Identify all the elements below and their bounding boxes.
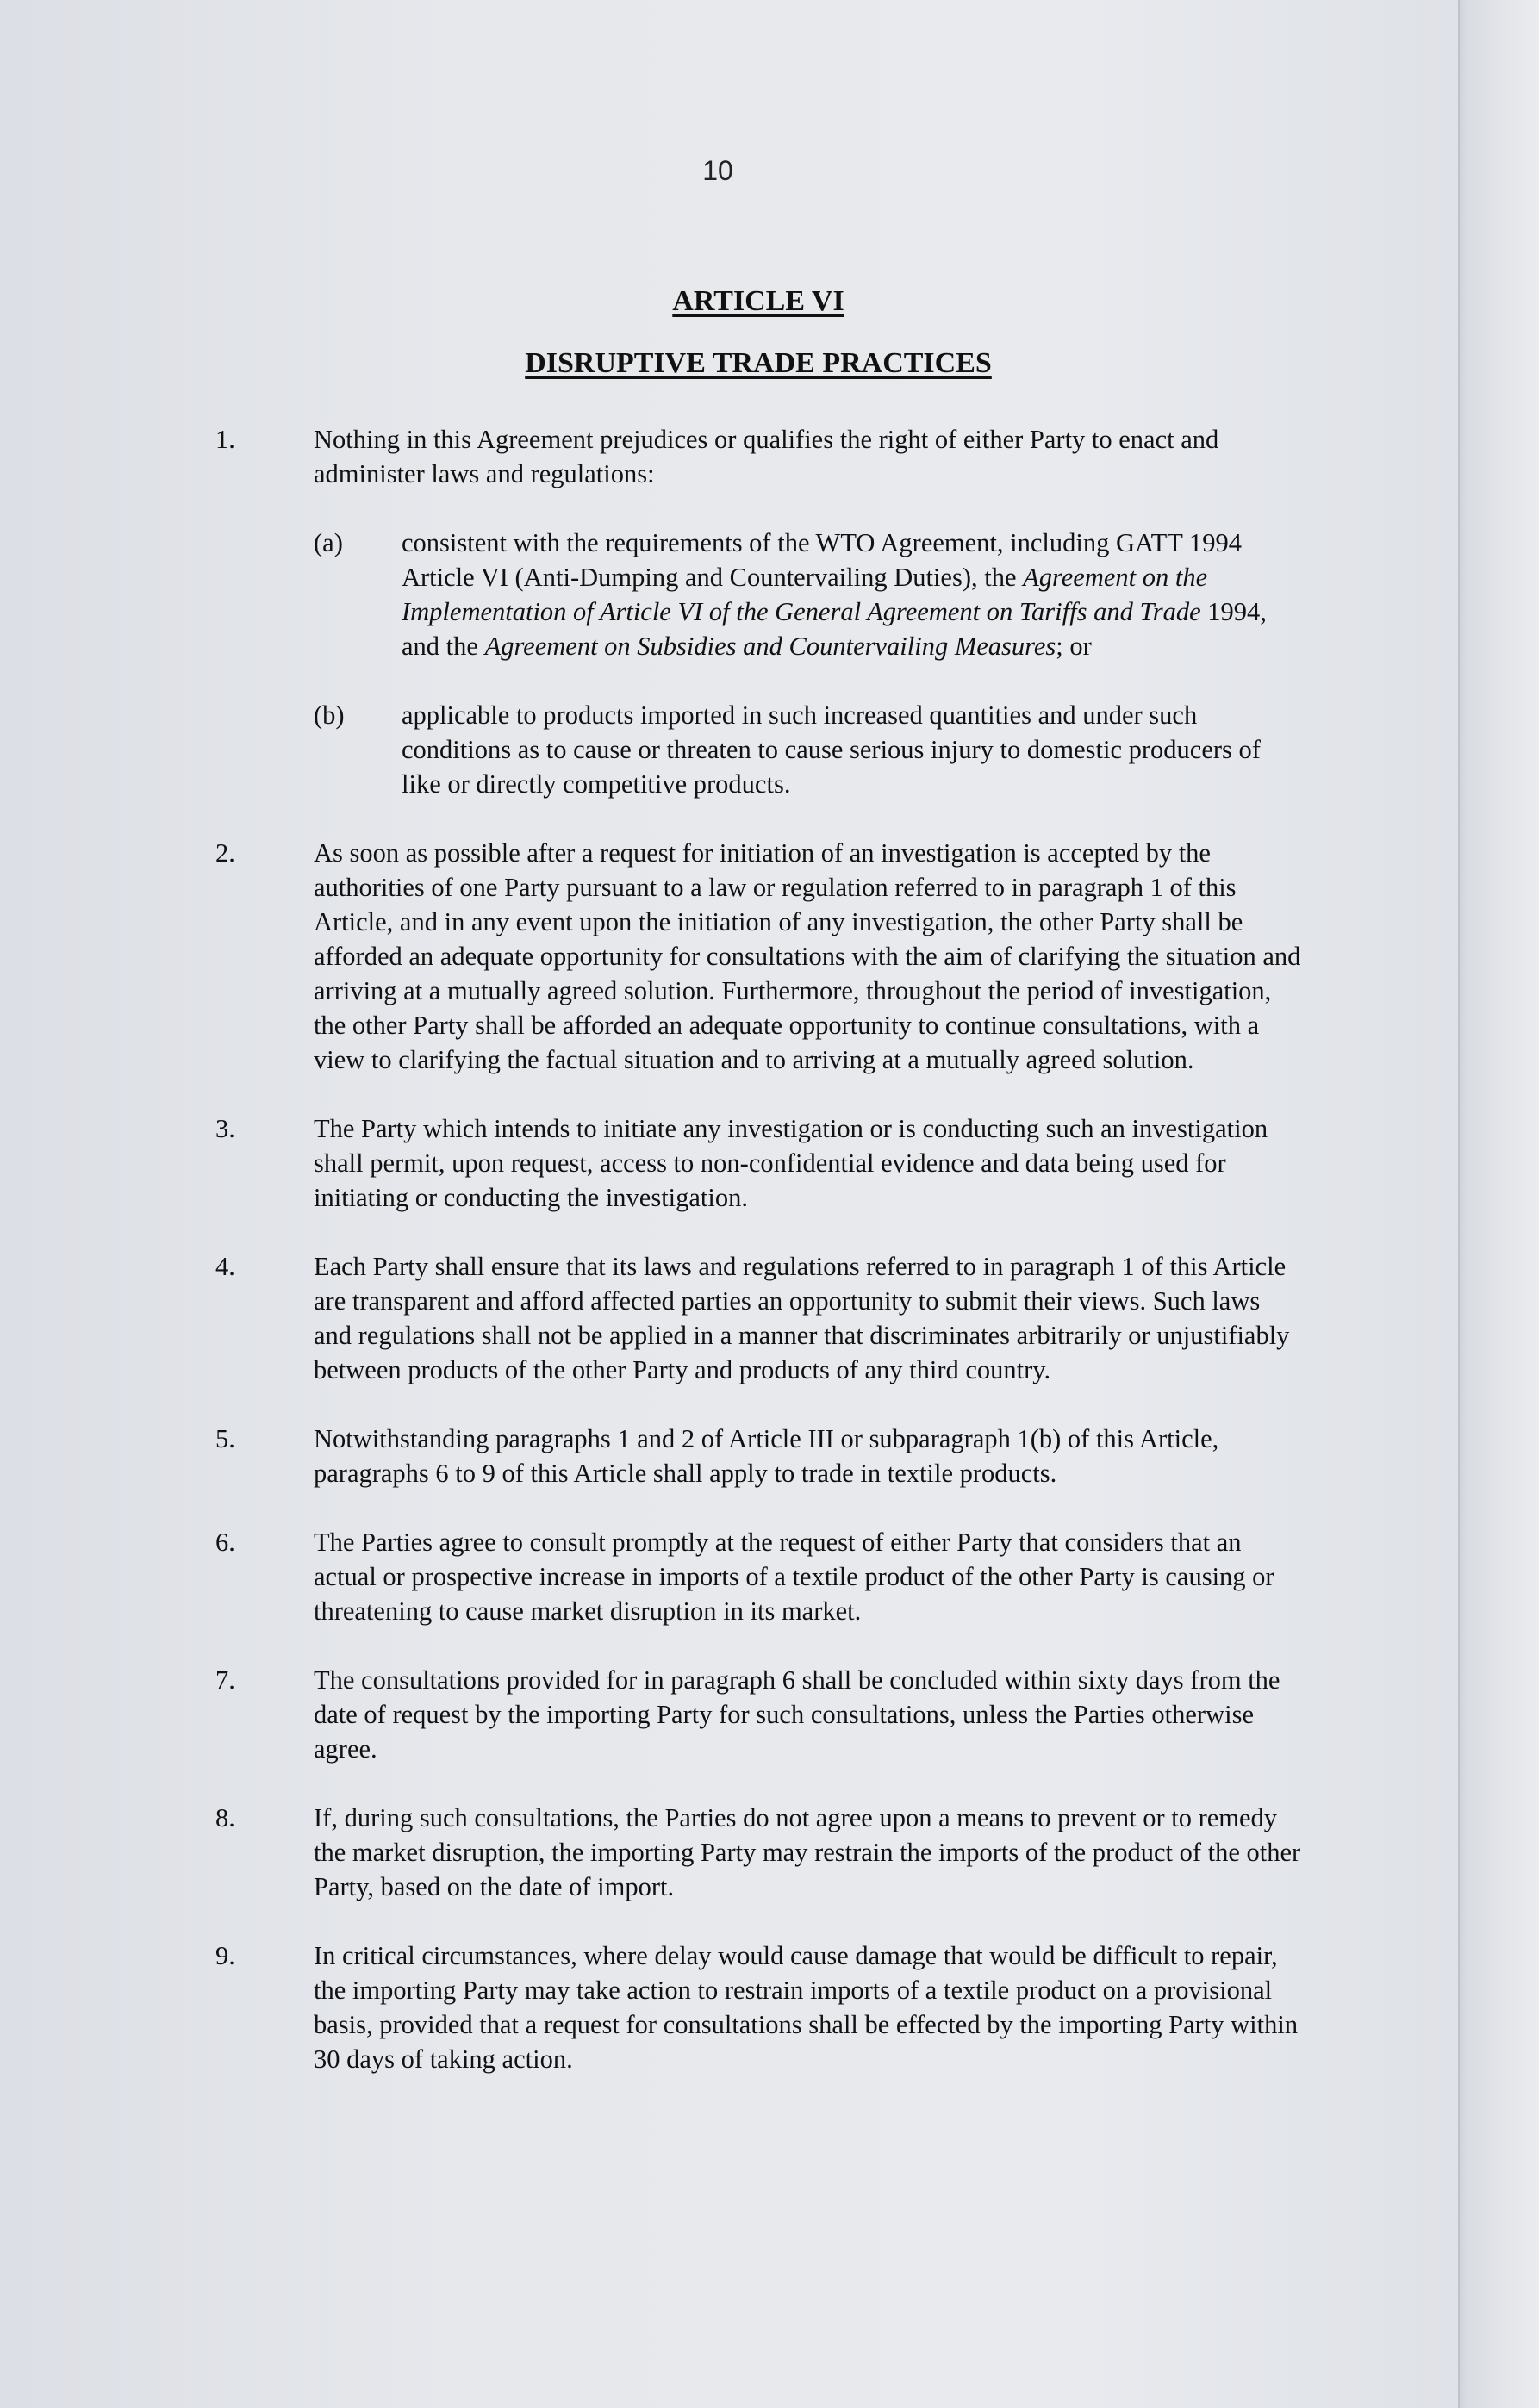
article-subtitle: DISRUPTIVE TRADE PRACTICES [525, 347, 992, 379]
paragraph-number: 6. [215, 1528, 235, 1557]
article-body [215, 422, 1301, 2076]
paragraph-2 [215, 836, 1301, 1077]
paragraph-number: 8. [215, 1803, 235, 1832]
paragraph-number: 4. [215, 1252, 235, 1281]
paragraph-5 [215, 1422, 1301, 1490]
text-segment: ; or [1056, 632, 1092, 661]
paragraph-1 [215, 422, 1301, 491]
paragraph-number: 3. [215, 1114, 235, 1143]
paragraph-number: 7. [215, 1665, 235, 1695]
paragraph-text: Notwithstanding paragraphs 1 and 2 of Article III or subparagraph 1(b) of this Article, paragraphs 6 to 9 of this Article shall apply to trade in textile products. [314, 1424, 1219, 1488]
paragraph-9 [215, 1938, 1301, 2076]
subparagraph-text: applicable to products imported in such increased quantities and under such conditions as to cause or threaten to cause serious injury to domestic producers of like or directly competitive products. [402, 700, 1261, 799]
text-segment: 1994, and the [402, 597, 1267, 661]
article-headings [0, 284, 1517, 381]
paragraph-text: In critical circumstances, where delay would cause damage that would be difficult to repair, the importing Party may take action to restrain imports of a textile product on a provisional basis, provided that a request for consultations shall be effected by the importing Party within 30 days of taking action. [314, 1941, 1299, 2074]
paragraph-number: 5. [215, 1424, 235, 1453]
paragraph-number: 1. [215, 425, 235, 454]
paragraph-6 [215, 1525, 1301, 1628]
paragraph-text: The consultations provided for in paragraph 6 shall be concluded within sixty days from the date of request by the importing Party for such consultations, unless the Parties otherwise agree. [314, 1665, 1280, 1764]
paragraph-3 [215, 1111, 1301, 1215]
subparagraph-a [215, 526, 1301, 663]
subparagraph-b [215, 698, 1301, 801]
paragraph-text: Nothing in this Agreement prejudices or qualifies the right of either Party to enact and administer laws and regulations: [314, 425, 1219, 488]
paragraph-text: If, during such consultations, the Parties do not agree upon a means to prevent or to remedy the market disruption, the importing Party may restrain the imports of the product of the other Party, based on the date of import. [314, 1803, 1301, 1901]
paragraph-text: The Party which intends to initiate any investigation or is conducting such an investigation shall permit, upon request, access to non-confidential evidence and data being used for initiating or conducting the investigation. [314, 1114, 1268, 1212]
page-number: 10 [702, 155, 733, 186]
text-segment: consistent with the requirements of the WTO Agreement, including GATT 1994 Article VI (Anti-Dumping and Countervailing Duties), the [402, 528, 1242, 592]
subparagraph-label: (a) [314, 528, 343, 557]
subparagraph-text [402, 526, 1301, 663]
paragraph-7 [215, 1663, 1301, 1766]
article-title: ARTICLE VI [672, 285, 844, 317]
subparagraph-label: (b) [314, 700, 345, 730]
paragraph-text: As soon as possible after a request for initiation of an investigation is accepted by the authorities of one Party pursuant to a law or regulation referred to in paragraph 1 of this Article, and in any event upon the initiation of any investigation, the other Party shall be afforded an adequate opportunity for consultations with the aim of clarifying the situation and arriving at a mutually agreed solution. Furthermore, throughout the period of investigation, the other Party shall be afforded an adequate opportunity to continue consultations, with a view to clarifying the factual situation and to arriving at a mutually agreed solution. [314, 838, 1301, 1074]
paragraph-number: 2. [215, 838, 235, 868]
paragraph-8 [215, 1801, 1301, 1904]
agreement-title-italic: Agreement on the Implementation of Article VI of the General Agreement on Tariffs and Trade [402, 563, 1208, 626]
paragraph-number: 9. [215, 1941, 235, 1970]
paragraph-4 [215, 1249, 1301, 1387]
paragraph-text: Each Party shall ensure that its laws and regulations referred to in paragraph 1 of this Article are transparent and afford affected parties an opportunity to submit their views. Such laws and regulations shall not be applied in a manner that discriminates arbitrarily or unjustifiably between products of the other Party and products of any third country. [314, 1252, 1290, 1384]
paragraph-text: The Parties agree to consult promptly at the request of either Party that considers that an actual or prospective increase in imports of a textile product of the other Party is causing or threatening to cause market disruption in its market. [314, 1528, 1274, 1626]
agreement-title-italic: Agreement on Subsidies and Countervailing Measures [484, 632, 1056, 661]
